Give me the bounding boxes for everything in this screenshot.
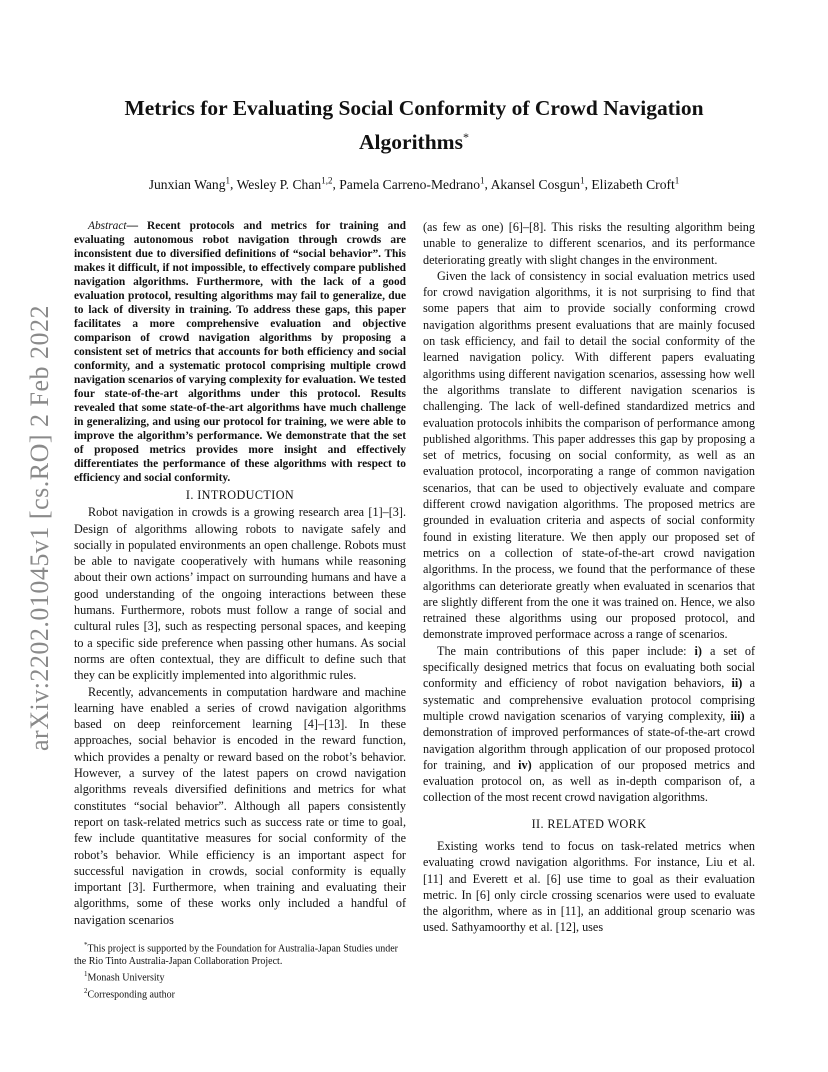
paragraph: (as few as one) [6]–[8]. This risks the resulting algorithm being unable to generalize to different scenarios, and its performance deteriorating greatly with slight changes in the environment. bbox=[423, 220, 755, 267]
paragraph: Existing works tend to focus on task-related metrics when evaluating crowd navigation algorithms. For instance, Liu et al. [11] and Everett et al. [6] use time to goal as their evaluation metric. In [6] only circle crossing scenarios were used to evaluate the algorithm, where as in [11], an additional group scenario was used. Sathyamoorthy et al. [12], uses bbox=[423, 838, 755, 935]
abstract-text: — Recent protocols and metrics for training and evaluating autonomous robot navigation through crowds are inconsistent due to diversified definitions of “social behavior”. This makes it difficult, if not impossible, to effectively compare published navigation algorithms. Furthermore, with the lack of a good evaluation protocol, resulting algorithms may fail to generalize, due to lack of diversity in training. To address these gaps, this paper facilitates a more comprehensive evaluation and objective comparison of crowd navigation algorithms by proposing a consistent set of metrics that accounts for both efficiency and social conformity, and a systematic protocol comprising multiple crowd navigation scenarios of varying complexity for evaluation. We tested four state-of-the-art algorithms under this protocol. Results revealed that some state-of-the-art algorithms have much challenge in generalizing, and using our protocol for training, we were able to improve the algorithm’s performance. We demonstrate that the set of proposed metrics provides more insight and effectively differentiates the performance of these algorithms with respect to efficiency and social conformity. bbox=[74, 220, 406, 484]
author-affiliation: 1 bbox=[225, 175, 230, 185]
footnote-text: Corresponding author bbox=[87, 988, 175, 1000]
author-affiliation: 1,2 bbox=[321, 175, 333, 185]
author-list: Junxian Wang$^1$, Wesley P. Chan$^{1,2}$, Pamela Carreno-Medrano$^1$, Akansel Cosgun$^1$, Elizabeth Croft$^1$ bbox=[148, 175, 680, 192]
footnote-text: Monash University bbox=[87, 972, 165, 984]
author bbox=[237, 177, 333, 192]
footnote-affiliation bbox=[74, 968, 406, 984]
arxiv-stamp-text: arXiv:2202.01045v1 [cs.RO] 2 Feb 2022 bbox=[25, 304, 55, 752]
paragraph: Recently, advancements in computation hardware and machine learning have enabled a series of crowd navigation algorithms based on deep reinforcement learning [4]–[13]. In these approaches, social behavior is encoded in the reward function, which provides a penalty or reward based on the robot’s behavior. However, a survey of the latest papers on crowd navigation algorithms reveals diversified definitions and metrics for what constitutes “social behavior”. Although all papers consistently report on task-related metrics such as success rate or time to goal, few include quantitative measures for social conformity of the robot’s behavior. While efficiency is an important aspect for successful navigation in crowds, social conformity is equally important [3]. Furthermore, when training and evaluating their algorithms, some of these works only included a handful of navigation scenarios bbox=[74, 684, 406, 927]
contrib-marker: i) bbox=[694, 643, 702, 658]
author-name: Akansel Cosgun bbox=[490, 176, 581, 192]
contrib-marker: ii) bbox=[731, 676, 743, 691]
contrib-marker: iv) bbox=[518, 757, 532, 772]
title-line-2 bbox=[90, 123, 738, 157]
footnote-corresponding bbox=[74, 985, 406, 1001]
left-column bbox=[74, 219, 406, 928]
contrib-text: application of our proposed metrics and evaluation protocol on, as well as in-depth comparison of, a collection of the most recent crowd navigation algorithms. bbox=[423, 757, 756, 805]
footnote-marker: * bbox=[84, 941, 88, 949]
author bbox=[339, 177, 484, 192]
title-line-1: Metrics for Evaluating Social Conformity of Crowd Navigation bbox=[124, 96, 704, 120]
contrib-lead: The main contributions of this paper include: bbox=[437, 643, 687, 658]
abstract bbox=[74, 219, 406, 485]
author-name: Elizabeth Croft bbox=[591, 176, 675, 192]
abstract-label: Abstract bbox=[88, 220, 127, 232]
author-affiliation: 1 bbox=[674, 175, 680, 185]
contrib-text: a demonstration of improved performances of state-of-the-art crowd navigation algorithm through application of our proposed protocol for training, and bbox=[423, 708, 756, 772]
author-name: Junxian Wang bbox=[148, 176, 226, 192]
author bbox=[149, 177, 230, 192]
paper-title bbox=[90, 94, 738, 157]
author-name: Wesley P. Chan bbox=[236, 176, 322, 192]
footnote-funding bbox=[74, 939, 406, 968]
title-line-2-text: Algorithms bbox=[359, 130, 463, 155]
footnotes bbox=[74, 939, 406, 1001]
right-column bbox=[423, 219, 755, 936]
section-heading-related-work: II. RELATED WORK bbox=[531, 816, 647, 831]
arxiv-stamp bbox=[14, 294, 66, 762]
contrib-text: a set of specifically designed metrics that focus on evaluating both social conformity and efficiency of robot navigation behaviors, bbox=[423, 643, 756, 691]
author-name: Pamela Carreno-Medrano bbox=[339, 176, 481, 192]
contrib-marker: iii) bbox=[730, 708, 745, 723]
author-affiliation: 1 bbox=[480, 175, 485, 185]
paragraph: Given the lack of consistency in social evaluation metrics used for crowd navigation algorithms, it is not surprising to find that some papers that aim to provide socially conforming crowd navigation algorithms present evaluations that are mainly focused on task efficiency, and fail to detail the social conformity of the learned navigation policy. With different papers evaluating algorithms using different navigation scenarios, assessing how well the algorithms translate to different navigation scenarios is challenging. The lack of well-defined standardized metrics and evaluation protocols inhibits the comparison of performance among published algorithms. This paper addresses this gap by proposing a set of metrics, focusing on social conformity, as well as an evaluation protocol, incorporating a range of common navigation scenarios, that can be used to objectively evaluate and compare different crowd navigation algorithms. The proposed metrics are grounded in evaluation criteria and aspects of social conformity found in existing literature. We then apply our proposed set of metrics on a collection of state-of-the-art crowd navigation algorithms. In the process, we found that the performance of these algorithms can deteriorate greatly when evaluated in scenarios that are slightly different from the one it was trained on. Hence, we also retrained these algorithms using our proposed protocol, and demonstrate improved performace across a range of scenarios. bbox=[423, 268, 755, 642]
footnote-text: This project is supported by the Foundation for Australia-Japan Studies under the Rio Tinto Australia-Japan Collaboration Project. bbox=[74, 943, 399, 968]
contrib-text: a systematic and comprehensive evaluation protocol comprising multiple crowd navigation scenarios of varying complexity, bbox=[423, 676, 756, 723]
contributions-paragraph bbox=[423, 643, 755, 806]
author bbox=[491, 177, 585, 192]
section-heading-introduction: I. INTRODUCTION bbox=[185, 488, 295, 502]
author-affiliation: 1 bbox=[580, 175, 585, 185]
paragraph: Robot navigation in crowds is a growing research area [1]–[3]. Design of algorithms allowing robots to navigate safely and socially in populated environments an open challenge. Robots must be able to navigate cooperatively with humans while reasoning about their own actions’ impact on surrounding humans and have a good understanding of the ongoing interactions between these humans. Furthermore, robots must follow a range of social and cultural rules [3], such as respecting personal spaces, and keeping to a specific side preference when passing other humans. As social norms are often contextual, they are difficult to define such that they can be explicitly implemented into algorithmic rules. bbox=[74, 505, 406, 683]
footnote-marker: 2 bbox=[84, 986, 88, 995]
footnote-marker: 1 bbox=[84, 970, 88, 979]
title-footnote-marker: * bbox=[462, 130, 469, 144]
author bbox=[591, 177, 679, 192]
